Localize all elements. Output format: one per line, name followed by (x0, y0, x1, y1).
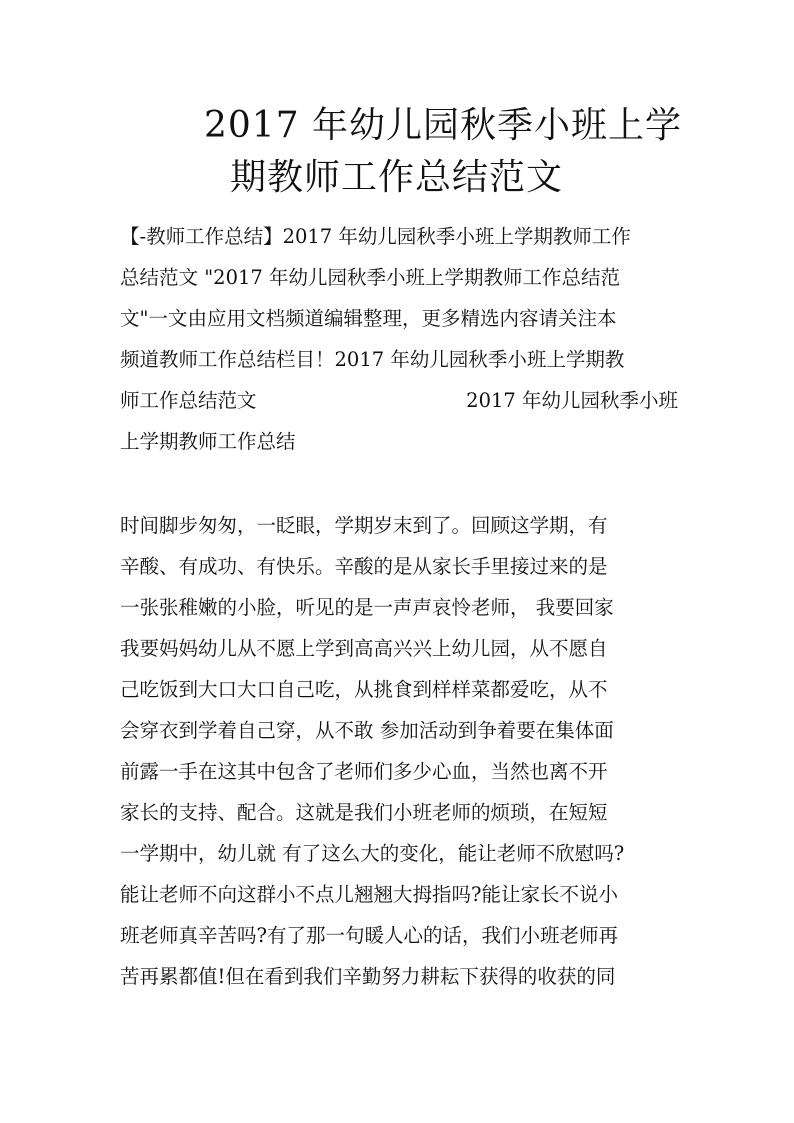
intro-line: 频道教师工作总结栏目！2017 年幼儿园秋季小班上学期教 (120, 348, 625, 371)
body-line: 一学期中，幼儿就 有了这么大的变化，能让老师不欣慰吗? (120, 842, 625, 865)
body-line: 辛酸、有成功、有快乐。辛酸的是从家长手里接过来的是 (120, 555, 608, 578)
intro-paragraph (120, 216, 678, 462)
document-title (150, 100, 710, 204)
body-line: 苦再累都值!但在看到我们辛勤努力耕耘下获得的收获的同 (120, 965, 616, 988)
body-line: 班老师真辛苦吗?有了那一句暖人心的话，我们小班老师再 (120, 924, 618, 947)
body-line: 家长的支持、配合。这就是我们小班老师的烦琐，在短短 (120, 801, 608, 824)
body-line: 时间脚步匆匆，一眨眼，学期岁末到了。回顾这学期，有 (120, 514, 608, 537)
body-line: 己吃饭到大口大口自己吃，从挑食到样样菜都爱吃，从不 (120, 678, 608, 701)
body-line: 会穿衣到学着自己穿，从不敢 参加活动到争着要在集体面 (120, 719, 614, 742)
intro-line: 【-教师工作总结】2017 年幼儿园秋季小班上学期教师工作 (120, 225, 631, 248)
body-paragraph (120, 505, 678, 997)
body-line: 我要妈妈幼儿从不愿上学到高高兴兴上幼儿园，从不愿自 (120, 637, 608, 660)
title-line-2: 期教师工作总结范文 (230, 157, 564, 198)
intro-line-left: 师工作总结范文 (120, 389, 257, 412)
intro-line: 文"一文由应用文档频道编辑整理，更多精选内容请关注本 (120, 307, 617, 330)
intro-line-right: 2017 年幼儿园秋季小班 (466, 389, 678, 412)
body-line: 能让老师不向这群小不点儿翘翘大拇指吗?能让家长不说小 (120, 883, 618, 906)
body-line: 一张张稚嫩的小脸，听见的是一声声哀怜老师， 我要回家 (120, 596, 614, 619)
intro-line: 上学期教师工作总结 (120, 430, 296, 453)
intro-line: 总结范文 "2017 年幼儿园秋季小班上学期教师工作总结范 (120, 266, 620, 289)
title-line-1: 2017 年幼儿园秋季小班上学 (204, 105, 683, 146)
intro-line-split (120, 380, 678, 421)
body-line: 前露一手在这其中包含了老师们多少心血，当然也离不开 (120, 760, 608, 783)
